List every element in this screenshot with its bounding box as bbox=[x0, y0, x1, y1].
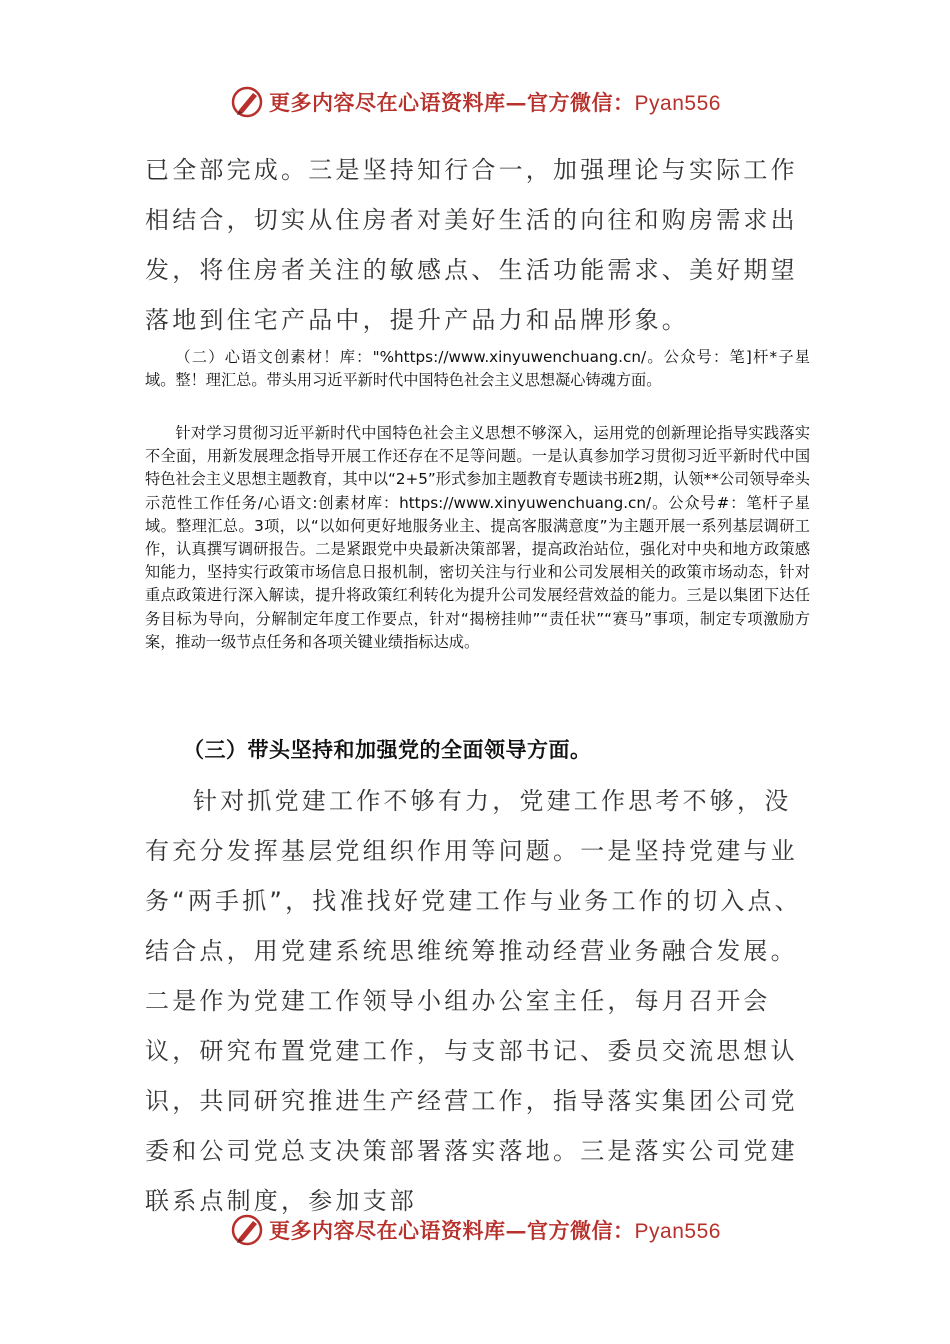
section-two-body: 针对学习贯彻习近平新时代中国特色社会主义思想不够深入，运用党的创新理论指导实践落实不全面，用新发展理念指导开展工作还存在不足等问题。一是认真参加学习贯彻习近平新时代中国特色社会主义思想主题教育，其中以“2+5”形式参加主题教育专题读书班2期，认领**公司领导牵头示范性工作任务/心语文:创素材库：https://www.xinyuwenchuang.cn/。公众号#：笔杆子星域。整理汇总。3项，以“以如何更好地服务业主、提高客服满意度”为主题开展一系列基层调研工作，认真撰写调研报告。二是紧跟党中央最新决策部署，提高政治站位，强化对中央和地方政策感知能力，坚持实行政策市场信息日报机制，密切关注与行业和公司发展相关的政策市场动态，针对重点政策进行深入解读，提升将政策红利转化为提升公司发展经营效益的能力。三是以集团下达任务目标为导向，分解制定年度工作要点，针对“揭榜挂帅”“责任状”“赛马”事项，制定专项激励方案，推动一级节点任务和各项关键业绩指标达成。 bbox=[145, 424, 810, 651]
section-three-heading: （三）带头坚持和加强党的全面领导方面。 bbox=[183, 738, 592, 762]
footer-banner bbox=[0, 1210, 950, 1250]
paragraph-continuation: 已全部完成。三是坚持知行合一，加强理论与实际工作相结合，切实从住房者对美好生活的向往和购房需求出发，将住房者关注的敏感点、生活功能需求、美好期望落地到住宅产品中，提升产品力和品牌形象。 bbox=[145, 156, 798, 334]
banner-text: 更多内容尽在心语资料库—官方微信： bbox=[269, 90, 635, 115]
banner-wechat-id: Pyan556 bbox=[634, 1220, 721, 1243]
pen-logo-icon bbox=[229, 84, 265, 120]
header-banner bbox=[0, 82, 950, 122]
banner-wechat-id: Pyan556 bbox=[634, 92, 721, 115]
banner-text: 更多内容尽在心语资料库—官方微信： bbox=[269, 1218, 635, 1243]
pen-logo-icon bbox=[229, 1212, 265, 1248]
section-three-body: 针对抓党建工作不够有力，党建工作思考不够，没有充分发挥基层党组织作用等问题。一是坚持党建与业务“两手抓”，找准找好党建工作与业务工作的切入点、结合点，用党建系统思维统筹推动经营业务融合发展。二是作为党建工作领导小组办公室主任，每月召开会议，研究布置党建工作，与支部书记、委员交流思想认识，共同研究推进生产经营工作，指导落实集团公司党委和公司党总支决策部署落实落地。三是落实公司党建联系点制度，参加支部 bbox=[145, 787, 802, 1215]
section-two-title: （二）心语文创素材！库："%https://www.xinyuwenchuang.cn/。公众号：笔]杆*子星域。整！理汇总。带头用习近平新时代中国特色社会主义思想凝心铸魂方面。 bbox=[145, 348, 810, 390]
